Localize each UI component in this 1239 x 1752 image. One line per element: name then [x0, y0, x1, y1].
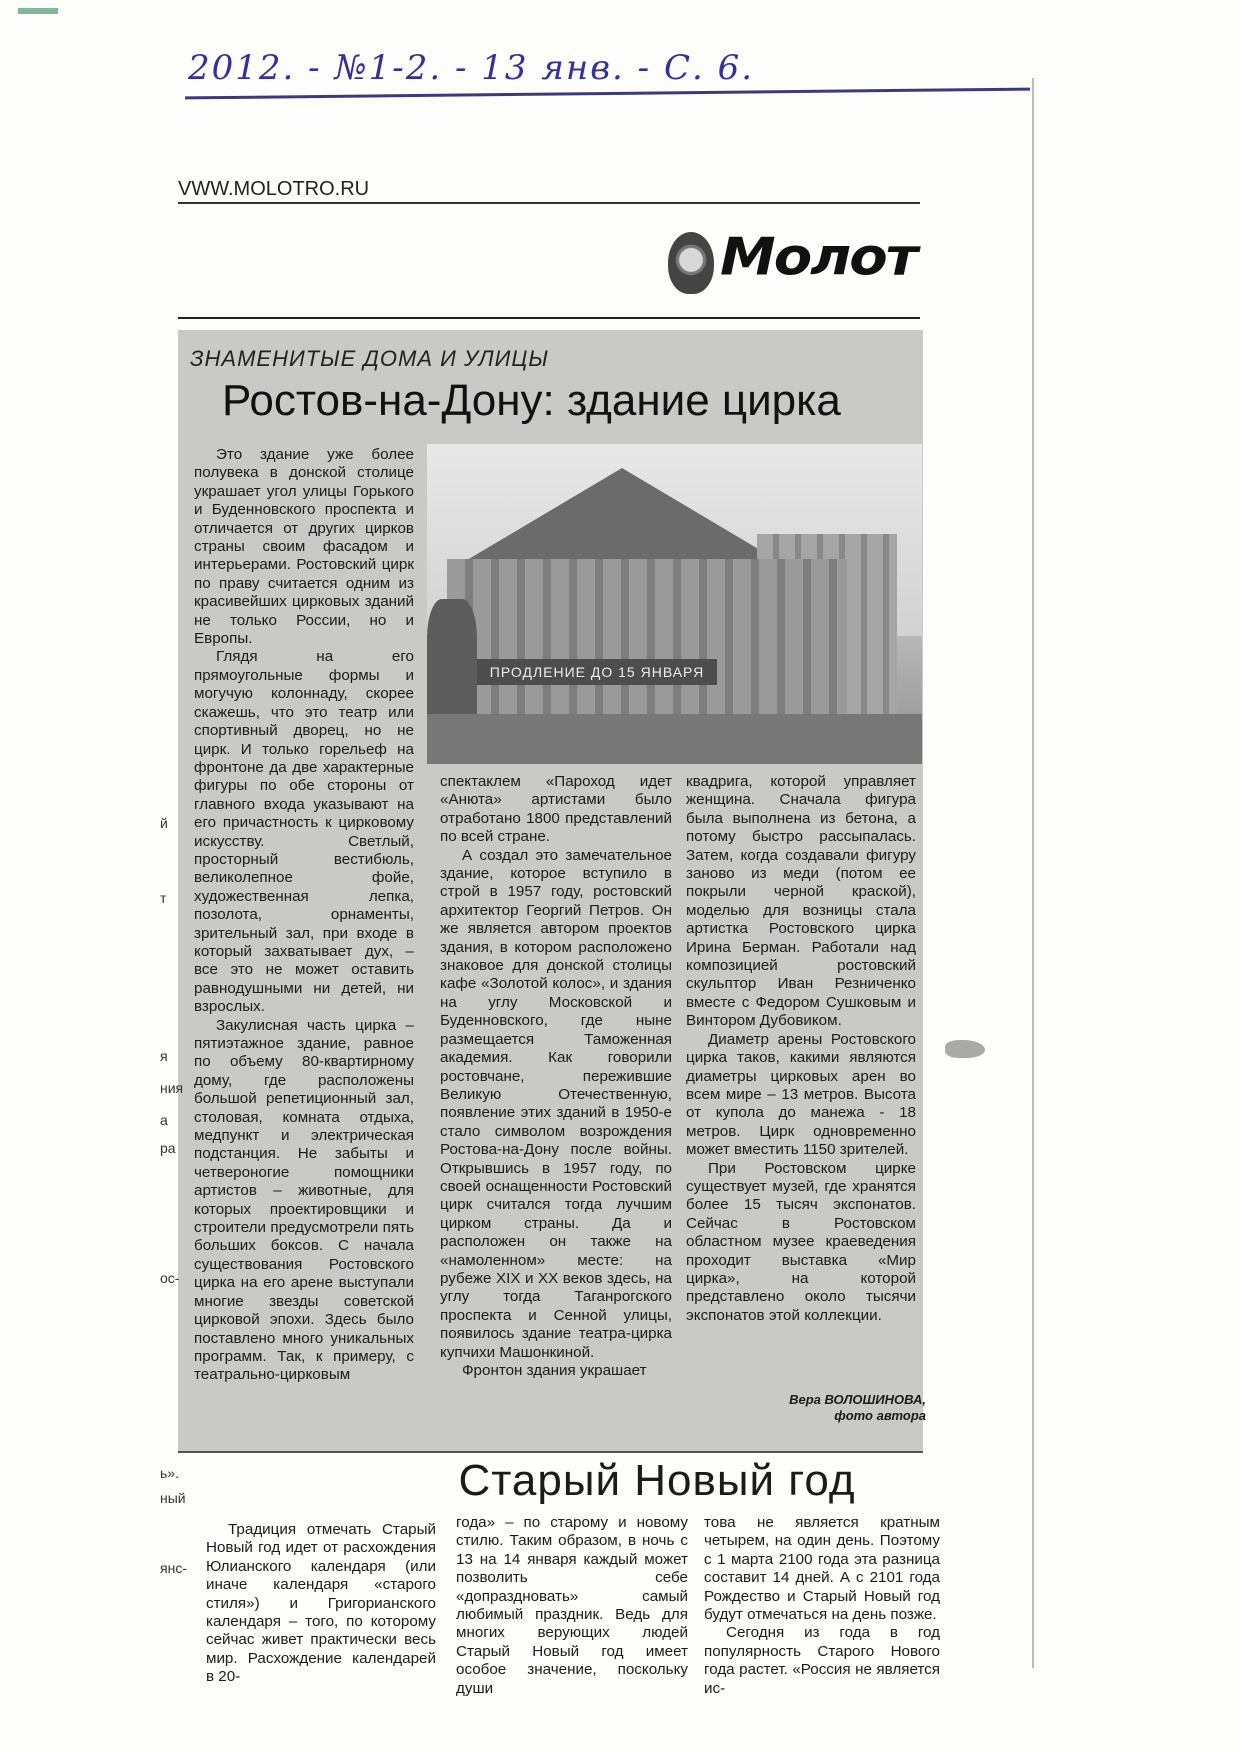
paragraph: спектаклем «Пароход идет «Анюта» артистами было отработано 1800 представлений по всей стране.	[440, 773, 672, 846]
header-rule	[178, 202, 920, 204]
order-emblem-icon	[668, 232, 714, 294]
newspaper-masthead: Молот	[720, 227, 917, 288]
scan-mark	[18, 8, 58, 14]
left-fragment: т	[160, 890, 167, 906]
article2-column-3	[704, 1514, 940, 1698]
scan-edge	[1032, 78, 1034, 1668]
paragraph: А создал это замечательное здание, которое вступило в строй в 1957 году, ростовский архитектор Георгий Петров. Он же является автором проектов здания, в котором расположено знаковое для донской столицы кафе «Золотой колос», и здания на углу Московской и Буденновского, где ныне размещается Таможенная академия. Как говорили ростовчане, пережившие Великую Отечественную, появление этих зданий в 1950-е стало символом возрождения Ростова-на-Дону после войны. Открывшись в 1957 году, по своей оснащенности Ростовский цирк считался тогда лучшим цирком страны. Да и расположен он также на «намоленном» месте: на рубеже XIX и XX веков здесь, на углу тогда Таганрогского проспекта и Сенной улицы, появилось здание театра-цирка купчихи Машонкиной.	[440, 846, 672, 1361]
article-column-3	[686, 773, 916, 1325]
cut-off-fade	[160, 1700, 960, 1752]
colonnade-shape	[447, 559, 847, 714]
paragraph: Фронтон здания украшает	[462, 1362, 647, 1379]
left-fragment: ра	[160, 1140, 176, 1156]
article-column-2	[440, 773, 672, 1380]
handwritten-annotation: 2012. - №1-2. - 13 янв. - С. 6.	[188, 48, 755, 88]
article2-title: Старый Новый год	[458, 1456, 856, 1505]
paragraph: Сегодня из года в год популярность Старого Нового года растет. «Россия не является ис-	[704, 1624, 940, 1697]
byline	[700, 1392, 926, 1424]
left-fragment: ный	[160, 1490, 186, 1506]
left-fragment: а	[160, 1112, 168, 1128]
left-fragment: я	[160, 1048, 168, 1064]
paragraph: года» – по старому и новому стилю. Таким образом, в ночь с 13 на 14 января каждый может позволить себе «допраздновать» самый любимый праздник. Ведь для многих верующих людей Старый Новый год имеет особое значение, поскольку души	[456, 1514, 688, 1697]
left-fragment: й	[160, 815, 168, 831]
paragraph: Глядя на его прямоугольные формы и могучую колоннаду, скорее скажешь, что это театр или спортивный дворец, но не цирк. И только горельеф на фронтоне да две характерные фигуры по обе стороны от главного входа указывают на его причастность к цирковому искусству. Светлый, просторный вестибюль, великолепное фойе, художественная лепка, позолота, орнаменты, зрительный зал, при входе в который захватывает дух, – все это не может оставить равнодушными ни детей, ни взрослых.	[194, 648, 414, 1016]
photo-banner-text: ПРОДЛЕНИЕ ДО 15 ЯНВАРЯ	[477, 659, 717, 685]
paragraph: При Ростовском цирке существует музей, где хранятся более 15 тысяч экспонатов. Сейчас в Ростовском областном музее краеведения проходит выставка «Мир цирка», на которой представлено около тысячи экспонатов этой коллекции.	[686, 1159, 916, 1324]
handwritten-underline	[185, 88, 1030, 100]
left-fragment: ос-	[160, 1270, 180, 1286]
author-name: Вера ВОЛОШИНОВА,	[789, 1392, 926, 1407]
photo-credit: фото автора	[834, 1408, 926, 1423]
article-title: Ростов-на-Дону: здание цирка	[222, 376, 841, 425]
paragraph: квадрига, которой управляет женщина. Сначала фигура была выполнена из бетона, а потому быстро рассыпалась. Затем, когда создавали фигуру заново из меди (потом ее покрыли черной краской), моделью для возницы стала артистка Ростовского цирка Ирина Берман. Работали над композицией ростовский скульптор Иван Резниченко вместе с Федором Сушковым и Винтором Дубовиком.	[686, 773, 916, 1030]
left-fragment: ния	[160, 1080, 184, 1096]
paragraph: това не является кратным четырем, на один день. Поэтому с 1 марта 2100 года эта разница составит 14 дней. А с 2101 года Рождество и Старый Новый год будут отмечаться на день позже.	[704, 1514, 940, 1624]
article2-column-2	[456, 1514, 688, 1698]
paragraph: Традиция отмечать Старый Новый год идет от расхождения Юлианского календаря (или иначе календаря «старого стиля») и Григорианского календаря – того, по которому сейчас живет практически весь мир. Расхождение календарей в 20-	[206, 1521, 436, 1686]
article-rubric: ЗНАМЕНИТЫЕ ДОМА И УЛИЦЫ	[190, 346, 549, 371]
article2-column-1	[206, 1521, 436, 1687]
article-column-1	[194, 446, 414, 1385]
scan-smudge	[945, 1040, 985, 1058]
circus-building-photo	[427, 444, 922, 764]
left-fragment: ь».	[160, 1465, 179, 1481]
paragraph: Закулисная часть цирка – пятиэтажное здание, равное по объему 80-квартирному дому, где расположены большой репетиционный зал, столовая, комната отдыха, медпункт и электрическая подстанция. Не забыты и четвероногие помощники артистов – животные, для которых проектировщики и строители предусмотрели пять больших боксов. С начала существования Ростовского цирка на его арене выступали многие звезды советской цирковой эпохи. Здесь было поставлено много уникальных программ. Так, к примеру, с театрально-цирковым	[194, 1016, 414, 1384]
masthead-rule	[178, 317, 920, 319]
site-url: VWW.MOLOTRO.RU	[178, 178, 370, 200]
pediment-shape	[462, 468, 782, 563]
section-rule	[178, 1451, 923, 1453]
left-fragment: янс-	[160, 1560, 187, 1576]
paragraph: Это здание уже более полувека в донской столице украшает угол улицы Горького и Буденновского проспекта и отличается от других цирков страны своим фасадом и интерьерами. Ростовский цирк по праву считается одним из красивейших цирковых зданий не только России, но и Европы.	[194, 446, 414, 648]
paragraph: Диаметр арены Ростовского цирка таков, какими являются диаметры цирковых арен во всем мире – 13 метров. Высота от купола до манежа - 18 метров. Цирк одновременно может вместить 1150 зрителей.	[686, 1030, 916, 1159]
